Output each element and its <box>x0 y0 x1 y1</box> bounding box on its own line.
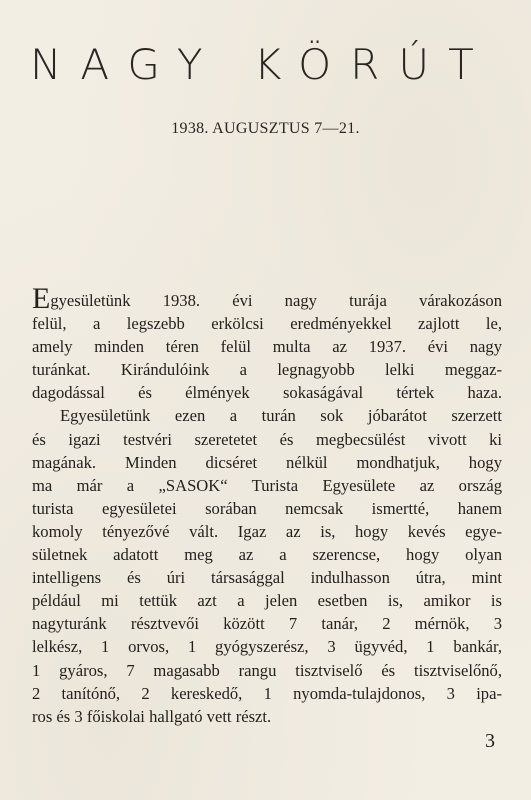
text-line: 1 gyáros, 7 magasabb rangu tisztviselő és tisztviselőnő, <box>32 660 502 680</box>
page-number: 3 <box>485 730 495 752</box>
text-line: turánkat. Kirándulóink a legnagyobb lelki meggaz- <box>32 360 502 380</box>
text-line: komoly tényezővé vált. Igaz az is, hogy kevés egye- <box>32 521 502 541</box>
text-line: például mi tettük azt a jelen esetben is, amikor is <box>32 591 502 611</box>
text-line: magának. Minden dicséret nélkül mondhatjuk, hogy <box>32 452 502 472</box>
text-line: ma már a „SASOK“ Turista Egyesülete az ország <box>32 475 502 495</box>
text-line: amely minden téren felül multa az 1937. évi nagy <box>32 337 502 357</box>
text-line <box>32 282 502 315</box>
text-line: felül, a legszebb erkölcsi eredményekkel zajlott le, <box>32 314 502 334</box>
text-line: turista egyesületei sorában nemcsak ismertté, hanem <box>32 498 502 518</box>
body-text <box>32 282 502 728</box>
drop-cap: E <box>32 282 51 315</box>
text-line: ros és 3 főiskolai hallgató vett részt. <box>32 706 272 726</box>
date-line: 1938. AUGUSZTUS 7—21. <box>171 120 360 137</box>
text-line: és igazi testvéri szeretetet és megbecsülést vivott ki <box>32 429 502 449</box>
text-line: lelkész, 1 orvos, 1 gyógyszerész, 3 ügyvéd, 1 bankár, <box>32 637 502 657</box>
paragraph-2 <box>32 404 502 727</box>
text-line: intelligens és úri társasággal indulhasson útra, mint <box>32 568 502 588</box>
text-line: dagodással és élmények sokaságával tértek haza. <box>32 383 502 403</box>
page-title: NAGY KÖRÚT <box>30 40 493 89</box>
text-line-content: gyesületünk 1938. évi nagy turája várakozáson <box>50 291 502 310</box>
text-line: 2 tanítónő, 2 kereskedő, 1 nyomda-tulajdonos, 3 ipa- <box>32 683 502 703</box>
paragraph-1 <box>32 282 502 404</box>
text-line: Egyesületünk ezen a turán sok jóbarátot szerzett <box>60 406 502 426</box>
text-line: sületnek adatott meg az a szerencse, hogy olyan <box>32 545 502 565</box>
text-line: nagyturánk résztvevői között 7 tanár, 2 mérnök, 3 <box>32 614 502 634</box>
